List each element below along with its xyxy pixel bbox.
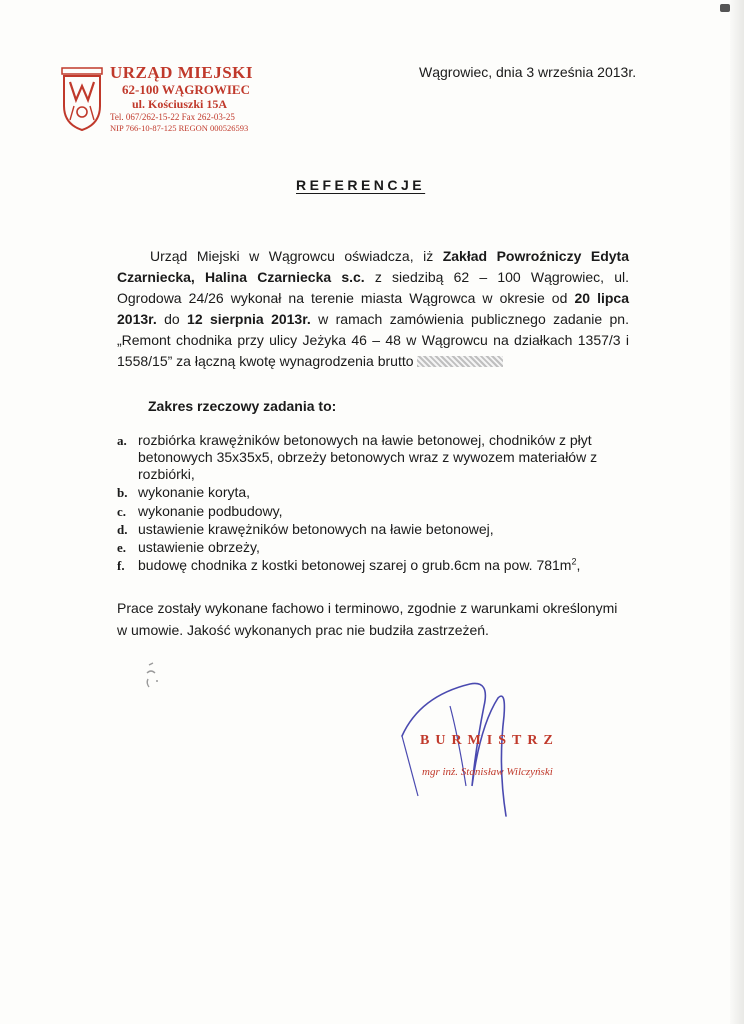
town-crest-icon [60, 66, 104, 132]
list-item [117, 432, 637, 483]
intro-text-2: z siedzibą 62 – 100 Wągrowiec, ul. Ogrodowa 24/26 wykonał na terenie miasta Wągrowca w okresie od [117, 269, 629, 306]
area-unit-superscript: 2 [571, 556, 577, 567]
page-edge-shadow [730, 0, 744, 1024]
list-item [117, 557, 637, 574]
mayor-name-stamp: mgr inż. Stanisław Wilczyński [422, 766, 553, 778]
list-item-text: budowę chodnika z kostki betonowej szarej o grub.6cm na pow. 781m [138, 557, 572, 574]
document-title: REFERENCJE [296, 177, 426, 193]
list-marker: e. [117, 540, 127, 556]
list-marker: b. [117, 485, 128, 501]
list-item [117, 503, 637, 520]
scope-list [117, 432, 637, 576]
list-item-text: ustawienie obrzeży, [138, 539, 260, 556]
stamp-phone: Tel. 067/262-15-22 Fax 262-03-25 [110, 112, 235, 122]
intro-text-4: w ramach zamówienia publicznego zadanie pn. „Remont chodnika przy ulicy Jeżyka 46 – 48 w Wągrowcu na działkach 1357/3 i 1558/15” za łączną kwotę wynagrodzenia brutto [117, 311, 629, 369]
list-item-text: rozbiórka krawężników betonowych na ławie betonowej, chodników z płyt betonowych 35x35x5, obrzeży betonowych wraz z wywozem materiałów z rozbiórki, [138, 432, 598, 482]
stamp-ids: NIP 766-10-87-125 REGON 000526593 [110, 123, 249, 133]
list-item [117, 521, 637, 538]
closing-paragraph: Prace zostały wykonane fachowo i terminowo, zgodnie z warunkami określonymi w umowie. Jakość wykonanych prac nie budziła zastrzeżeń. [117, 600, 618, 638]
start-date: 20 lipca 2013r. [117, 290, 629, 327]
list-item-text: wykonanie koryta, [138, 484, 251, 501]
list-marker: f. [117, 558, 125, 574]
handwritten-signature [380, 676, 540, 826]
intro-text-1: Urząd Miejski w Wągrowcu oświadcza, iż [150, 248, 443, 264]
list-item [117, 539, 637, 556]
stamp-street: ul. Kościuszki 15A [132, 97, 228, 111]
list-item [117, 484, 637, 501]
scope-heading: Zakres rzeczowy zadania to: [148, 398, 337, 414]
intro-paragraph [117, 246, 629, 372]
stamp-office-name: URZĄD MIEJSKI [110, 63, 253, 82]
end-date: 12 sierpnia 2013r. [187, 311, 311, 327]
intro-text-3: do [156, 311, 188, 327]
ink-smudge [143, 661, 163, 691]
date-line: Wągrowiec, dnia 3 września 2013r. [419, 64, 637, 80]
list-item-text: ustawienie krawężników betonowych na ławie betonowej, [138, 520, 494, 537]
scan-mark [720, 4, 730, 12]
redacted-amount [417, 356, 503, 367]
company-name: Zakład Powroźniczy Edyta Czarniecka, Halina Czarniecka s.c. [117, 248, 629, 285]
list-item-text: wykonanie podbudowy, [138, 502, 283, 519]
office-stamp [60, 64, 270, 144]
list-marker: d. [117, 521, 128, 537]
mayor-title-stamp: BURMISTRZ [420, 733, 559, 748]
list-marker: a. [117, 433, 127, 448]
list-marker: c. [117, 503, 127, 519]
stamp-city: 62-100 WĄGROWIEC [122, 82, 250, 97]
list-item-tail: , [576, 557, 581, 574]
